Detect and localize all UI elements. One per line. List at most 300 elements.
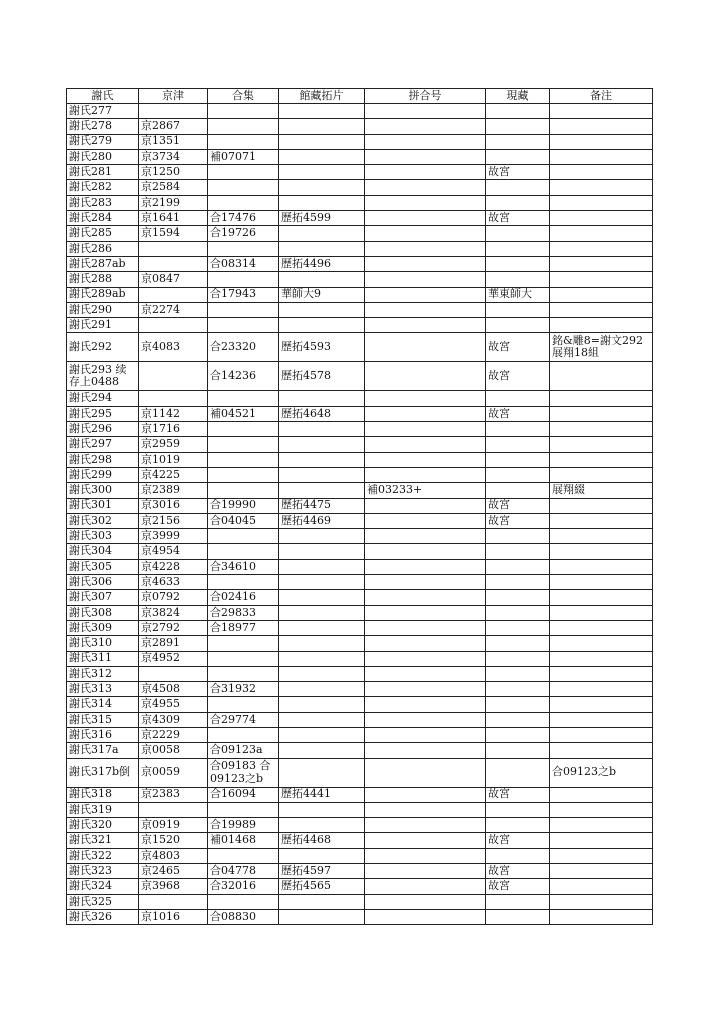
cell-jingjin: 京3016 [139,498,208,513]
table-row [67,287,653,302]
cell-jingjin [139,391,208,406]
cell-xieshi: 謝氏280 [67,149,139,164]
cell-beizhu [550,149,653,164]
cell-xieshi: 謝氏317b倒 [67,758,139,787]
cell-pinhe-hao [365,879,486,894]
cell-xieshi: 謝氏313 [67,682,139,697]
table-row [67,894,653,909]
header-guancang-tapian: 館藏拓片 [279,89,365,104]
cell-pinhe-hao [365,422,486,437]
cell-jingjin: 京2229 [139,727,208,742]
table-row [67,256,653,271]
cell-beizhu [550,180,653,195]
cell-guancang-tapian [279,302,365,317]
cell-beizhu [550,119,653,134]
table-row [67,802,653,817]
cell-jingjin [139,362,208,391]
cell-xiancang [486,180,550,195]
header-heji: 合集 [208,89,279,104]
cell-xieshi: 謝氏282 [67,180,139,195]
table-row [67,406,653,421]
cell-jingjin: 京4083 [139,333,208,362]
cell-xieshi: 謝氏287ab [67,256,139,271]
cell-heji [208,894,279,909]
cell-pinhe-hao [365,590,486,605]
cell-jingjin: 京2199 [139,195,208,210]
cell-heji: 合16094 [208,787,279,802]
cell-jingjin: 京2389 [139,483,208,498]
cell-guancang-tapian [279,134,365,149]
cell-xieshi: 謝氏325 [67,894,139,909]
table-row [67,758,653,787]
cell-pinhe-hao [365,848,486,863]
table-row [67,833,653,848]
cell-heji: 合32016 [208,879,279,894]
cell-beizhu [550,743,653,758]
cell-heji: 合02416 [208,590,279,605]
cell-xiancang: 故宮 [486,406,550,421]
table-row [67,682,653,697]
cell-jingjin [139,241,208,256]
cell-beizhu [550,256,653,271]
cell-guancang-tapian [279,802,365,817]
cell-pinhe-hao [365,605,486,620]
cell-guancang-tapian: 歷拓4441 [279,787,365,802]
cell-jingjin: 京0792 [139,590,208,605]
cell-beizhu [550,909,653,924]
cell-xieshi: 謝氏296 [67,422,139,437]
cell-xieshi: 謝氏299 [67,467,139,482]
cell-guancang-tapian [279,483,365,498]
cell-xiancang [486,682,550,697]
cell-beizhu [550,848,653,863]
cell-jingjin: 京2584 [139,180,208,195]
cell-heji [208,666,279,681]
cell-jingjin: 京1716 [139,422,208,437]
cell-jingjin: 京3999 [139,529,208,544]
cell-xieshi: 謝氏312 [67,666,139,681]
cell-pinhe-hao [365,406,486,421]
cell-jingjin: 京4309 [139,712,208,727]
cell-xiancang [486,818,550,833]
cell-pinhe-hao: 補03233+ [365,483,486,498]
cell-xieshi: 謝氏292 [67,333,139,362]
cell-pinhe-hao [365,743,486,758]
cell-xieshi: 謝氏286 [67,241,139,256]
cell-xieshi: 謝氏277 [67,104,139,119]
cell-jingjin: 京4955 [139,697,208,712]
cell-xiancang [486,104,550,119]
cell-jingjin: 京0919 [139,818,208,833]
cell-xieshi: 謝氏323 [67,864,139,879]
cell-pinhe-hao [365,241,486,256]
cell-xieshi: 謝氏315 [67,712,139,727]
cell-pinhe-hao [365,180,486,195]
cell-guancang-tapian [279,620,365,635]
cell-beizhu [550,818,653,833]
cell-pinhe-hao [365,119,486,134]
cell-guancang-tapian: 歷拓4496 [279,256,365,271]
cell-beizhu [550,467,653,482]
cell-xieshi: 謝氏290 [67,302,139,317]
cell-jingjin: 京2959 [139,437,208,452]
cell-xiancang [486,149,550,164]
cell-heji: 合34610 [208,559,279,574]
cell-pinhe-hao [365,712,486,727]
cell-jingjin: 京2383 [139,787,208,802]
cell-jingjin: 京4952 [139,651,208,666]
cell-jingjin: 京4954 [139,544,208,559]
cell-xieshi: 謝氏318 [67,787,139,802]
cell-xiancang [486,802,550,817]
cell-xiancang: 故宮 [486,787,550,802]
cell-heji: 補04521 [208,406,279,421]
cell-guancang-tapian [279,119,365,134]
cell-heji: 合19726 [208,226,279,241]
cell-heji: 合17943 [208,287,279,302]
cell-pinhe-hao [365,391,486,406]
cell-beizhu [550,833,653,848]
cell-beizhu [550,226,653,241]
cell-guancang-tapian [279,758,365,787]
cell-xiancang [486,666,550,681]
cell-heji: 合23320 [208,333,279,362]
cell-guancang-tapian [279,318,365,333]
cell-guancang-tapian [279,165,365,180]
cell-guancang-tapian [279,467,365,482]
cell-pinhe-hao [365,697,486,712]
cell-xieshi: 謝氏303 [67,529,139,544]
table-row [67,544,653,559]
table-row [67,787,653,802]
cell-pinhe-hao [365,287,486,302]
cell-heji [208,636,279,651]
cell-jingjin: 京1641 [139,211,208,226]
cell-guancang-tapian [279,272,365,287]
cell-jingjin: 京0058 [139,743,208,758]
cell-xiancang [486,590,550,605]
cell-jingjin: 京3734 [139,149,208,164]
cell-beizhu [550,575,653,590]
table-row [67,848,653,863]
cell-guancang-tapian [279,149,365,164]
cell-xieshi: 謝氏311 [67,651,139,666]
cell-xiancang: 故宮 [486,333,550,362]
cell-guancang-tapian: 歷拓4578 [279,362,365,391]
cell-xieshi: 謝氏295 [67,406,139,421]
cell-jingjin: 京3968 [139,879,208,894]
cell-heji [208,651,279,666]
table-row [67,195,653,210]
cell-xieshi: 謝氏279 [67,134,139,149]
cell-heji [208,467,279,482]
table-row [67,498,653,513]
cell-heji [208,302,279,317]
cell-beizhu [550,879,653,894]
cell-beizhu [550,605,653,620]
table-row [67,636,653,651]
cell-beizhu [550,241,653,256]
catalog-table [66,88,653,925]
cell-pinhe-hao [365,165,486,180]
cell-beizhu [550,134,653,149]
cell-heji: 補07071 [208,149,279,164]
cell-xieshi: 謝氏306 [67,575,139,590]
cell-heji: 合14236 [208,362,279,391]
cell-xieshi: 謝氏294 [67,391,139,406]
table-row [67,879,653,894]
cell-guancang-tapian [279,666,365,681]
cell-heji [208,575,279,590]
cell-jingjin: 京1250 [139,165,208,180]
cell-pinhe-hao [365,195,486,210]
cell-xieshi: 謝氏316 [67,727,139,742]
cell-jingjin: 京4803 [139,848,208,863]
cell-pinhe-hao [365,864,486,879]
cell-heji: 合31932 [208,682,279,697]
table-row [67,818,653,833]
cell-pinhe-hao [365,758,486,787]
table-row [67,864,653,879]
table-row [67,180,653,195]
cell-guancang-tapian: 歷拓4599 [279,211,365,226]
cell-xieshi: 謝氏324 [67,879,139,894]
cell-xieshi: 謝氏326 [67,909,139,924]
cell-xieshi: 謝氏297 [67,437,139,452]
cell-heji [208,802,279,817]
table-row [67,712,653,727]
cell-beizhu [550,318,653,333]
cell-pinhe-hao [365,802,486,817]
cell-jingjin [139,256,208,271]
cell-guancang-tapian [279,712,365,727]
cell-beizhu [550,498,653,513]
cell-jingjin: 京3824 [139,605,208,620]
cell-heji: 合17476 [208,211,279,226]
cell-heji [208,195,279,210]
cell-heji [208,727,279,742]
cell-jingjin: 京0847 [139,272,208,287]
cell-jingjin [139,666,208,681]
table-row [67,575,653,590]
cell-heji [208,165,279,180]
cell-pinhe-hao [365,333,486,362]
cell-jingjin [139,104,208,119]
cell-pinhe-hao [365,256,486,271]
cell-guancang-tapian [279,195,365,210]
cell-heji [208,241,279,256]
cell-pinhe-hao [365,727,486,742]
cell-heji [208,452,279,467]
cell-xieshi: 謝氏322 [67,848,139,863]
cell-beizhu [550,682,653,697]
cell-guancang-tapian [279,727,365,742]
cell-guancang-tapian: 歷拓4565 [279,879,365,894]
cell-heji [208,119,279,134]
cell-beizhu: 展翔綴 [550,483,653,498]
cell-xiancang [486,241,550,256]
cell-beizhu [550,513,653,528]
cell-heji [208,104,279,119]
cell-guancang-tapian [279,559,365,574]
table-row [67,452,653,467]
cell-jingjin: 京2891 [139,636,208,651]
cell-pinhe-hao [365,651,486,666]
cell-xiancang [486,894,550,909]
cell-jingjin: 京4633 [139,575,208,590]
cell-guancang-tapian [279,104,365,119]
cell-xiancang [486,544,550,559]
cell-xiancang: 故宮 [486,362,550,391]
cell-heji: 合19989 [208,818,279,833]
table-row [67,241,653,256]
cell-xieshi: 謝氏304 [67,544,139,559]
header-jingjin: 京津 [139,89,208,104]
cell-xiancang [486,272,550,287]
cell-guancang-tapian [279,437,365,452]
cell-xieshi: 謝氏305 [67,559,139,574]
cell-pinhe-hao [365,362,486,391]
table-row [67,391,653,406]
cell-pinhe-hao [365,636,486,651]
cell-jingjin: 京2867 [139,119,208,134]
cell-beizhu [550,452,653,467]
cell-pinhe-hao [365,529,486,544]
table-row [67,666,653,681]
cell-heji: 合09183 合09123之b [208,758,279,787]
cell-beizhu: 合09123之b [550,758,653,787]
cell-pinhe-hao [365,498,486,513]
cell-beizhu [550,437,653,452]
cell-guancang-tapian [279,818,365,833]
cell-beizhu [550,422,653,437]
cell-beizhu [550,287,653,302]
header-beizhu: 备注 [550,89,653,104]
table-row [67,697,653,712]
cell-xiancang [486,743,550,758]
cell-xiancang [486,758,550,787]
cell-beizhu [550,104,653,119]
cell-guancang-tapian: 歷拓4648 [279,406,365,421]
cell-xiancang [486,437,550,452]
cell-xiancang [486,727,550,742]
cell-pinhe-hao [365,682,486,697]
cell-guancang-tapian [279,241,365,256]
table-row [67,743,653,758]
cell-beizhu [550,272,653,287]
cell-jingjin: 京1520 [139,833,208,848]
cell-guancang-tapian [279,529,365,544]
cell-jingjin: 京0059 [139,758,208,787]
cell-jingjin [139,802,208,817]
table-row [67,513,653,528]
cell-pinhe-hao [365,513,486,528]
cell-jingjin: 京2274 [139,302,208,317]
cell-xieshi: 謝氏317a [67,743,139,758]
cell-xiancang: 故宮 [486,498,550,513]
cell-heji: 合04045 [208,513,279,528]
cell-jingjin: 京2156 [139,513,208,528]
cell-guancang-tapian [279,651,365,666]
cell-heji [208,391,279,406]
cell-heji [208,422,279,437]
table-row [67,727,653,742]
cell-pinhe-hao [365,575,486,590]
cell-jingjin: 京1016 [139,909,208,924]
table-row [67,422,653,437]
cell-pinhe-hao [365,226,486,241]
cell-pinhe-hao [365,909,486,924]
cell-pinhe-hao [365,544,486,559]
cell-guancang-tapian: 歷拓4475 [279,498,365,513]
cell-beizhu [550,697,653,712]
cell-guancang-tapian: 華師大9 [279,287,365,302]
cell-heji [208,529,279,544]
table-row [67,226,653,241]
cell-xiancang [486,712,550,727]
cell-xieshi: 謝氏300 [67,483,139,498]
cell-xiancang: 故宮 [486,879,550,894]
cell-guancang-tapian: 歷拓4593 [279,333,365,362]
cell-xiancang: 故宮 [486,211,550,226]
cell-pinhe-hao [365,452,486,467]
cell-heji: 合08830 [208,909,279,924]
cell-xieshi: 謝氏314 [67,697,139,712]
cell-guancang-tapian: 歷拓4469 [279,513,365,528]
cell-beizhu [550,620,653,635]
cell-xieshi: 謝氏321 [67,833,139,848]
cell-pinhe-hao [365,559,486,574]
table-row [67,272,653,287]
cell-beizhu [550,666,653,681]
cell-heji: 合18977 [208,620,279,635]
cell-guancang-tapian [279,894,365,909]
cell-heji: 合29774 [208,712,279,727]
cell-xiancang [486,452,550,467]
cell-heji [208,848,279,863]
cell-pinhe-hao [365,818,486,833]
cell-xiancang [486,318,550,333]
cell-heji: 合29833 [208,605,279,620]
header-xiancang: 現藏 [486,89,550,104]
cell-xiancang [486,302,550,317]
cell-jingjin: 京2792 [139,620,208,635]
cell-xieshi: 謝氏307 [67,590,139,605]
cell-pinhe-hao [365,894,486,909]
cell-xieshi: 謝氏308 [67,605,139,620]
header-xieshi: 謝氏 [67,89,139,104]
cell-guancang-tapian [279,909,365,924]
cell-jingjin: 京4228 [139,559,208,574]
cell-jingjin [139,287,208,302]
cell-xiancang [486,134,550,149]
cell-pinhe-hao [365,149,486,164]
cell-xieshi: 謝氏281 [67,165,139,180]
cell-beizhu [550,727,653,742]
cell-beizhu [550,211,653,226]
cell-guancang-tapian [279,180,365,195]
cell-xiancang: 故宮 [486,864,550,879]
cell-guancang-tapian [279,590,365,605]
cell-xieshi: 謝氏291 [67,318,139,333]
cell-pinhe-hao [365,666,486,681]
cell-jingjin: 京4225 [139,467,208,482]
cell-jingjin [139,318,208,333]
cell-beizhu [550,362,653,391]
cell-xiancang: 故宮 [486,833,550,848]
cell-guancang-tapian: 歷拓4597 [279,864,365,879]
cell-heji: 合08314 [208,256,279,271]
